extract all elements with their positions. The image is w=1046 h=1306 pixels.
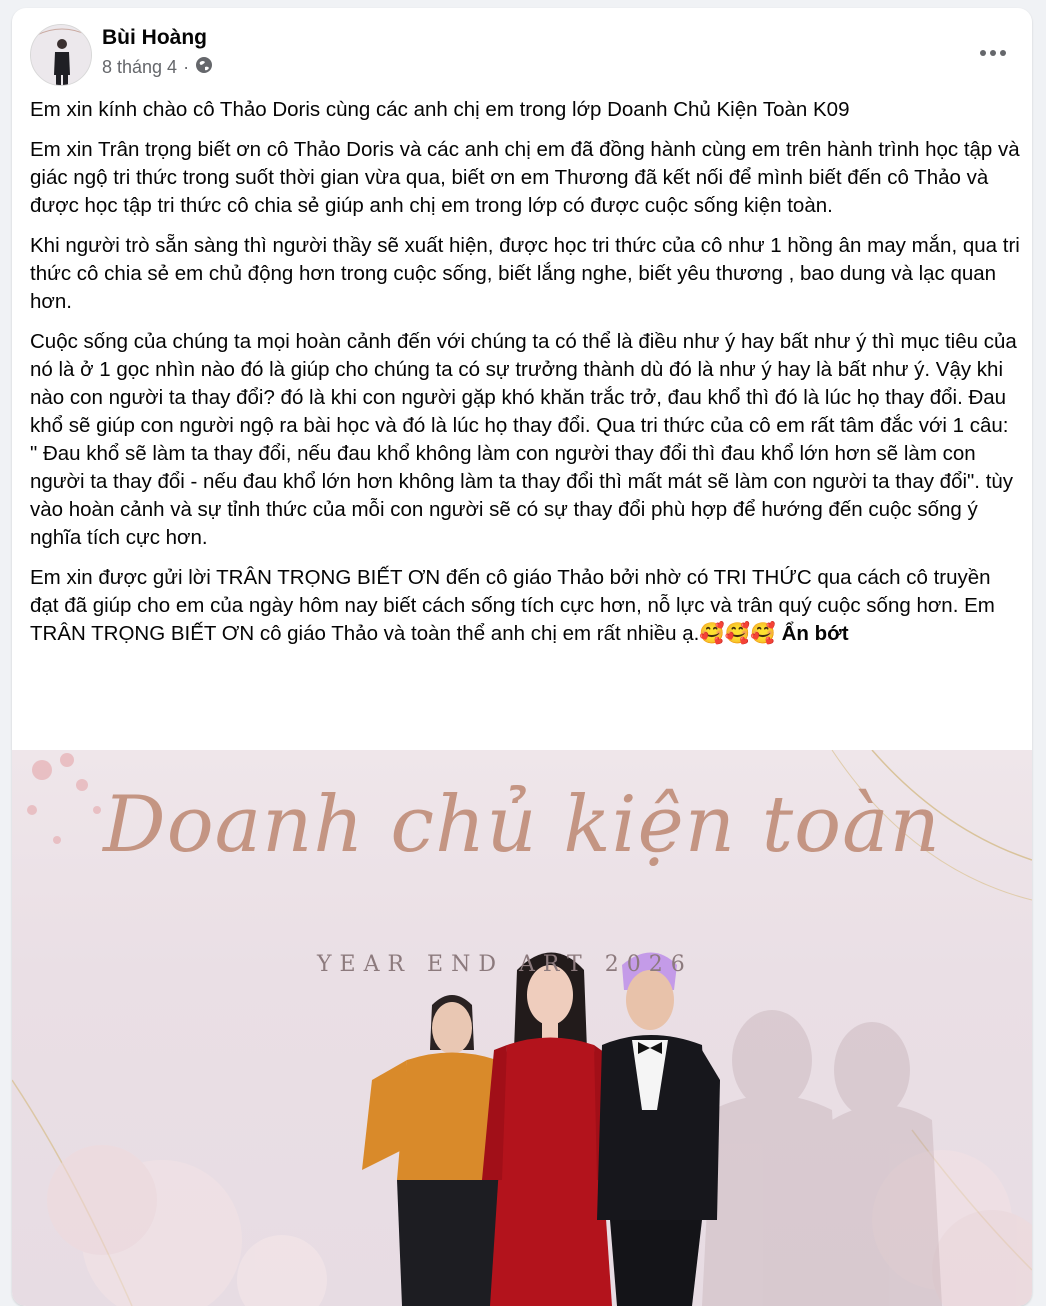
photo-backdrop-subtitle: YEAR END ART 2026 xyxy=(317,952,693,977)
more-options-icon[interactable] xyxy=(976,36,1010,70)
post-paragraph-text: Em xin được gửi lời TRÂN TRỌNG BIẾT ƠN đến cô giáo Thảo bởi nhờ có TRI THỨC qua cách cô truyền đạt đã giúp cho em của ngày hôm nay biết cách sống tích cực hơn, nỗ lực và trân quý cuộc sống hơn. Em TRÂN TRỌNG BIẾT ƠN cô giáo Thảo và toàn thể anh chị em rất nhiều ạ.🥰🥰🥰 xyxy=(30,566,995,645)
meta-separator: · xyxy=(183,57,190,77)
post-paragraph: Em xin Trân trọng biết ơn cô Thảo Doris và các anh chị em đã đồng hành cùng em trên hành trình học tập và giác ngộ tri thức trong suốt thời gian vừa qua, biết ơn em Thương đã kết nối để mình biết đến cô Thảo và được học tập tri thức cô chia sẻ giúp anh chị em trong lớp có được cuộc sống kiện toàn. xyxy=(30,138,1020,217)
post-paragraph: Em xin kính chào cô Thảo Doris cùng các anh chị em trong lớp Doanh Chủ Kiện Toàn K09 xyxy=(30,98,850,121)
globe-icon[interactable] xyxy=(195,56,213,79)
see-less-link[interactable]: Ẩn bớt xyxy=(781,622,849,645)
avatar[interactable] xyxy=(30,24,92,86)
photo-backdrop-title: Doanh chủ kiện toàn xyxy=(103,780,941,870)
post-paragraph: Cuộc sống của chúng ta mọi hoàn cảnh đến với chúng ta có thể là điều như ý hay bất như ý thì mục tiêu của nó là ở 1 gọc nhìn nào đó là giúp cho chúng ta có sự trưởng thành dù đó là như ý hay là bất như ý. Vậy khi nào con người ta thay đổi? đó là khi con người gặp khó khăn trắc trở, đau khổ thì đó là lúc họ thay đổi. Đau khổ sẽ giúp con người ngộ ra bài học và đó là lúc họ thay đổi. Qua tri thức của cô em rất tâm đắc với 1 câu: " Đau khổ sẽ làm ta thay đổi, nếu đau khổ không làm con người thay đổi thì đau khổ lớn hơn sẽ làm con người ta thay đổi - nếu đau khổ lớn hơn không làm ta thay đổi thì mất mát sẽ làm con người ta thay đổi". tùy vào hoàn cảnh và sự tỉnh thức của mỗi con người sẽ có sự thay đổi phù hợp để hướng đến cuộc sống ý nghĩa tích cực hơn. xyxy=(30,330,1017,549)
author-name[interactable]: Bùi Hoàng xyxy=(102,26,207,49)
post-photo[interactable] xyxy=(12,750,1032,1306)
post-meta xyxy=(102,56,213,79)
post-date[interactable]: 8 tháng 4 xyxy=(102,57,178,77)
post-header xyxy=(12,8,1032,98)
post-card xyxy=(12,8,1032,1306)
post-text xyxy=(30,96,1020,660)
post-paragraph-last xyxy=(30,564,1020,648)
post-paragraph: Khi người trò sẵn sàng thì người thầy sẽ xuất hiện, được học tri thức của cô như 1 hồng ân may mắn, qua tri thức cô chia sẻ em chủ động hơn trong cuộc sống, biết lắng nghe, biết yêu thương , bao dung và lạc quan hơn. xyxy=(30,234,1020,313)
